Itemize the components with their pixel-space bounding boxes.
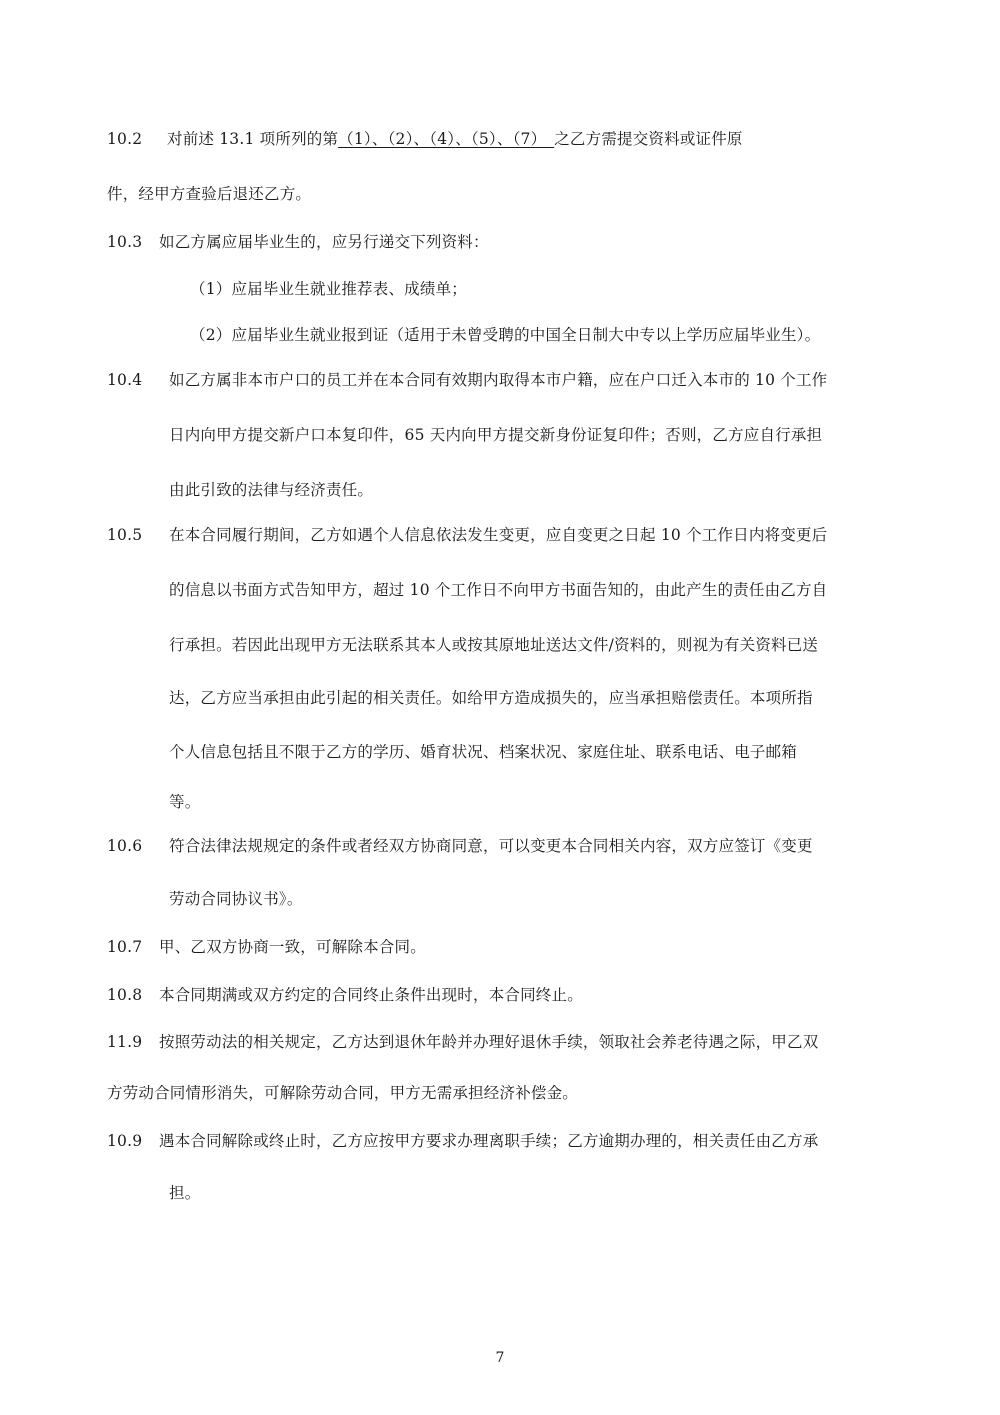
clause-10-2-line-1: 10.2 对前述 13.1 项所列的第（1）、（2）、（4）、（5）、（7） 之乙方需提交资料或证件原	[107, 130, 743, 148]
clause-10-5-line-2: 的信息以书面方式告知甲方，超过 10 个工作日不向甲方书面告知的，由此产生的责任由乙方自	[169, 581, 828, 599]
clause-10-4-line-3: 由此引致的法律与经济责任。	[169, 481, 374, 499]
clause-11-9-line-1: 11.9 按照劳动法的相关规定，乙方达到退休年龄并办理好退休手续，领取社会养老待遇之际，甲乙双	[107, 1033, 819, 1051]
clause-10-4-line-2: 日内向甲方提交新户口本复印件，65 天内向甲方提交新身份证复印件；否则，乙方应自行承担	[169, 426, 823, 444]
clause-10-3-item-1: （1）应届毕业生就业推荐表、成绩单；	[190, 280, 467, 298]
clause-10-5-line-3: 行承担。若因此出现甲方无法联系其本人或按其原地址送达文件/资料的，则视为有关资料已送	[169, 636, 819, 654]
clause-10-9-line-2: 担。	[169, 1184, 201, 1202]
clause-10-9-line-1: 10.9 遇本合同解除或终止时，乙方应按甲方要求办理离职手续；乙方逾期办理的，相关责任由乙方承	[107, 1132, 819, 1150]
clause-number: 10.5	[107, 526, 143, 544]
clause-number: 10.9	[107, 1132, 143, 1150]
clause-10-5-line-4: 达，乙方应当承担由此引起的相关责任。如给甲方造成损失的，应当承担赔偿责任。本项所指	[169, 689, 813, 707]
clause-10-4-line-1: 10.4 如乙方属非本市户口的员工并在本合同有效期内取得本市户籍，应在户口迁入本市的 10 个工作	[107, 371, 828, 389]
clause-10-3-line-1: 10.3 如乙方属应届毕业生的，应另行递交下列资料：	[107, 233, 489, 251]
clause-number: 10.6	[107, 837, 143, 855]
clause-10-6-line-2: 劳动合同协议书》。	[169, 890, 303, 908]
clause-10-5-line-6: 等。	[169, 793, 201, 811]
underlined-item-list: （1）、（2）、（4）、（5）、（7）	[338, 130, 555, 148]
page-number: 7	[495, 1350, 505, 1366]
clause-11-9-line-2: 方劳动合同情形消失，可解除劳动合同，甲方无需承担经济补偿金。	[107, 1084, 579, 1102]
clause-number: 10.4	[107, 371, 143, 389]
clause-10-3-item-2: （2）应届毕业生就业报到证（适用于未曾受聘的中国全日制大中专以上学历应届毕业生）。	[190, 326, 821, 344]
clause-10-8-line-1: 10.8 本合同期满或双方约定的合同终止条件出现时，本合同终止。	[107, 986, 583, 1004]
clause-number: 10.3	[107, 233, 143, 251]
clause-10-5-line-5: 个人信息包括且不限于乙方的学历、婚育状况、档案状况、家庭住址、联系电话、电子邮箱	[169, 743, 798, 761]
clause-number: 11.9	[107, 1033, 143, 1051]
clause-number: 10.8	[107, 986, 143, 1004]
clause-10-5-line-1: 10.5 在本合同履行期间，乙方如遇个人信息依法发生变更，应自变更之日起 10 个工作日内将变更后	[107, 526, 828, 544]
clause-10-2-line-2: 件，经甲方查验后退还乙方。	[107, 185, 312, 203]
clause-10-6-line-1: 10.6 符合法律法规规定的条件或者经双方协商同意，可以变更本合同相关内容，双方应签订《变更	[107, 837, 813, 855]
clause-10-7-line-1: 10.7 甲、乙双方协商一致，可解除本合同。	[107, 938, 426, 956]
clause-number: 10.2	[107, 130, 143, 148]
clause-number: 10.7	[107, 938, 143, 956]
